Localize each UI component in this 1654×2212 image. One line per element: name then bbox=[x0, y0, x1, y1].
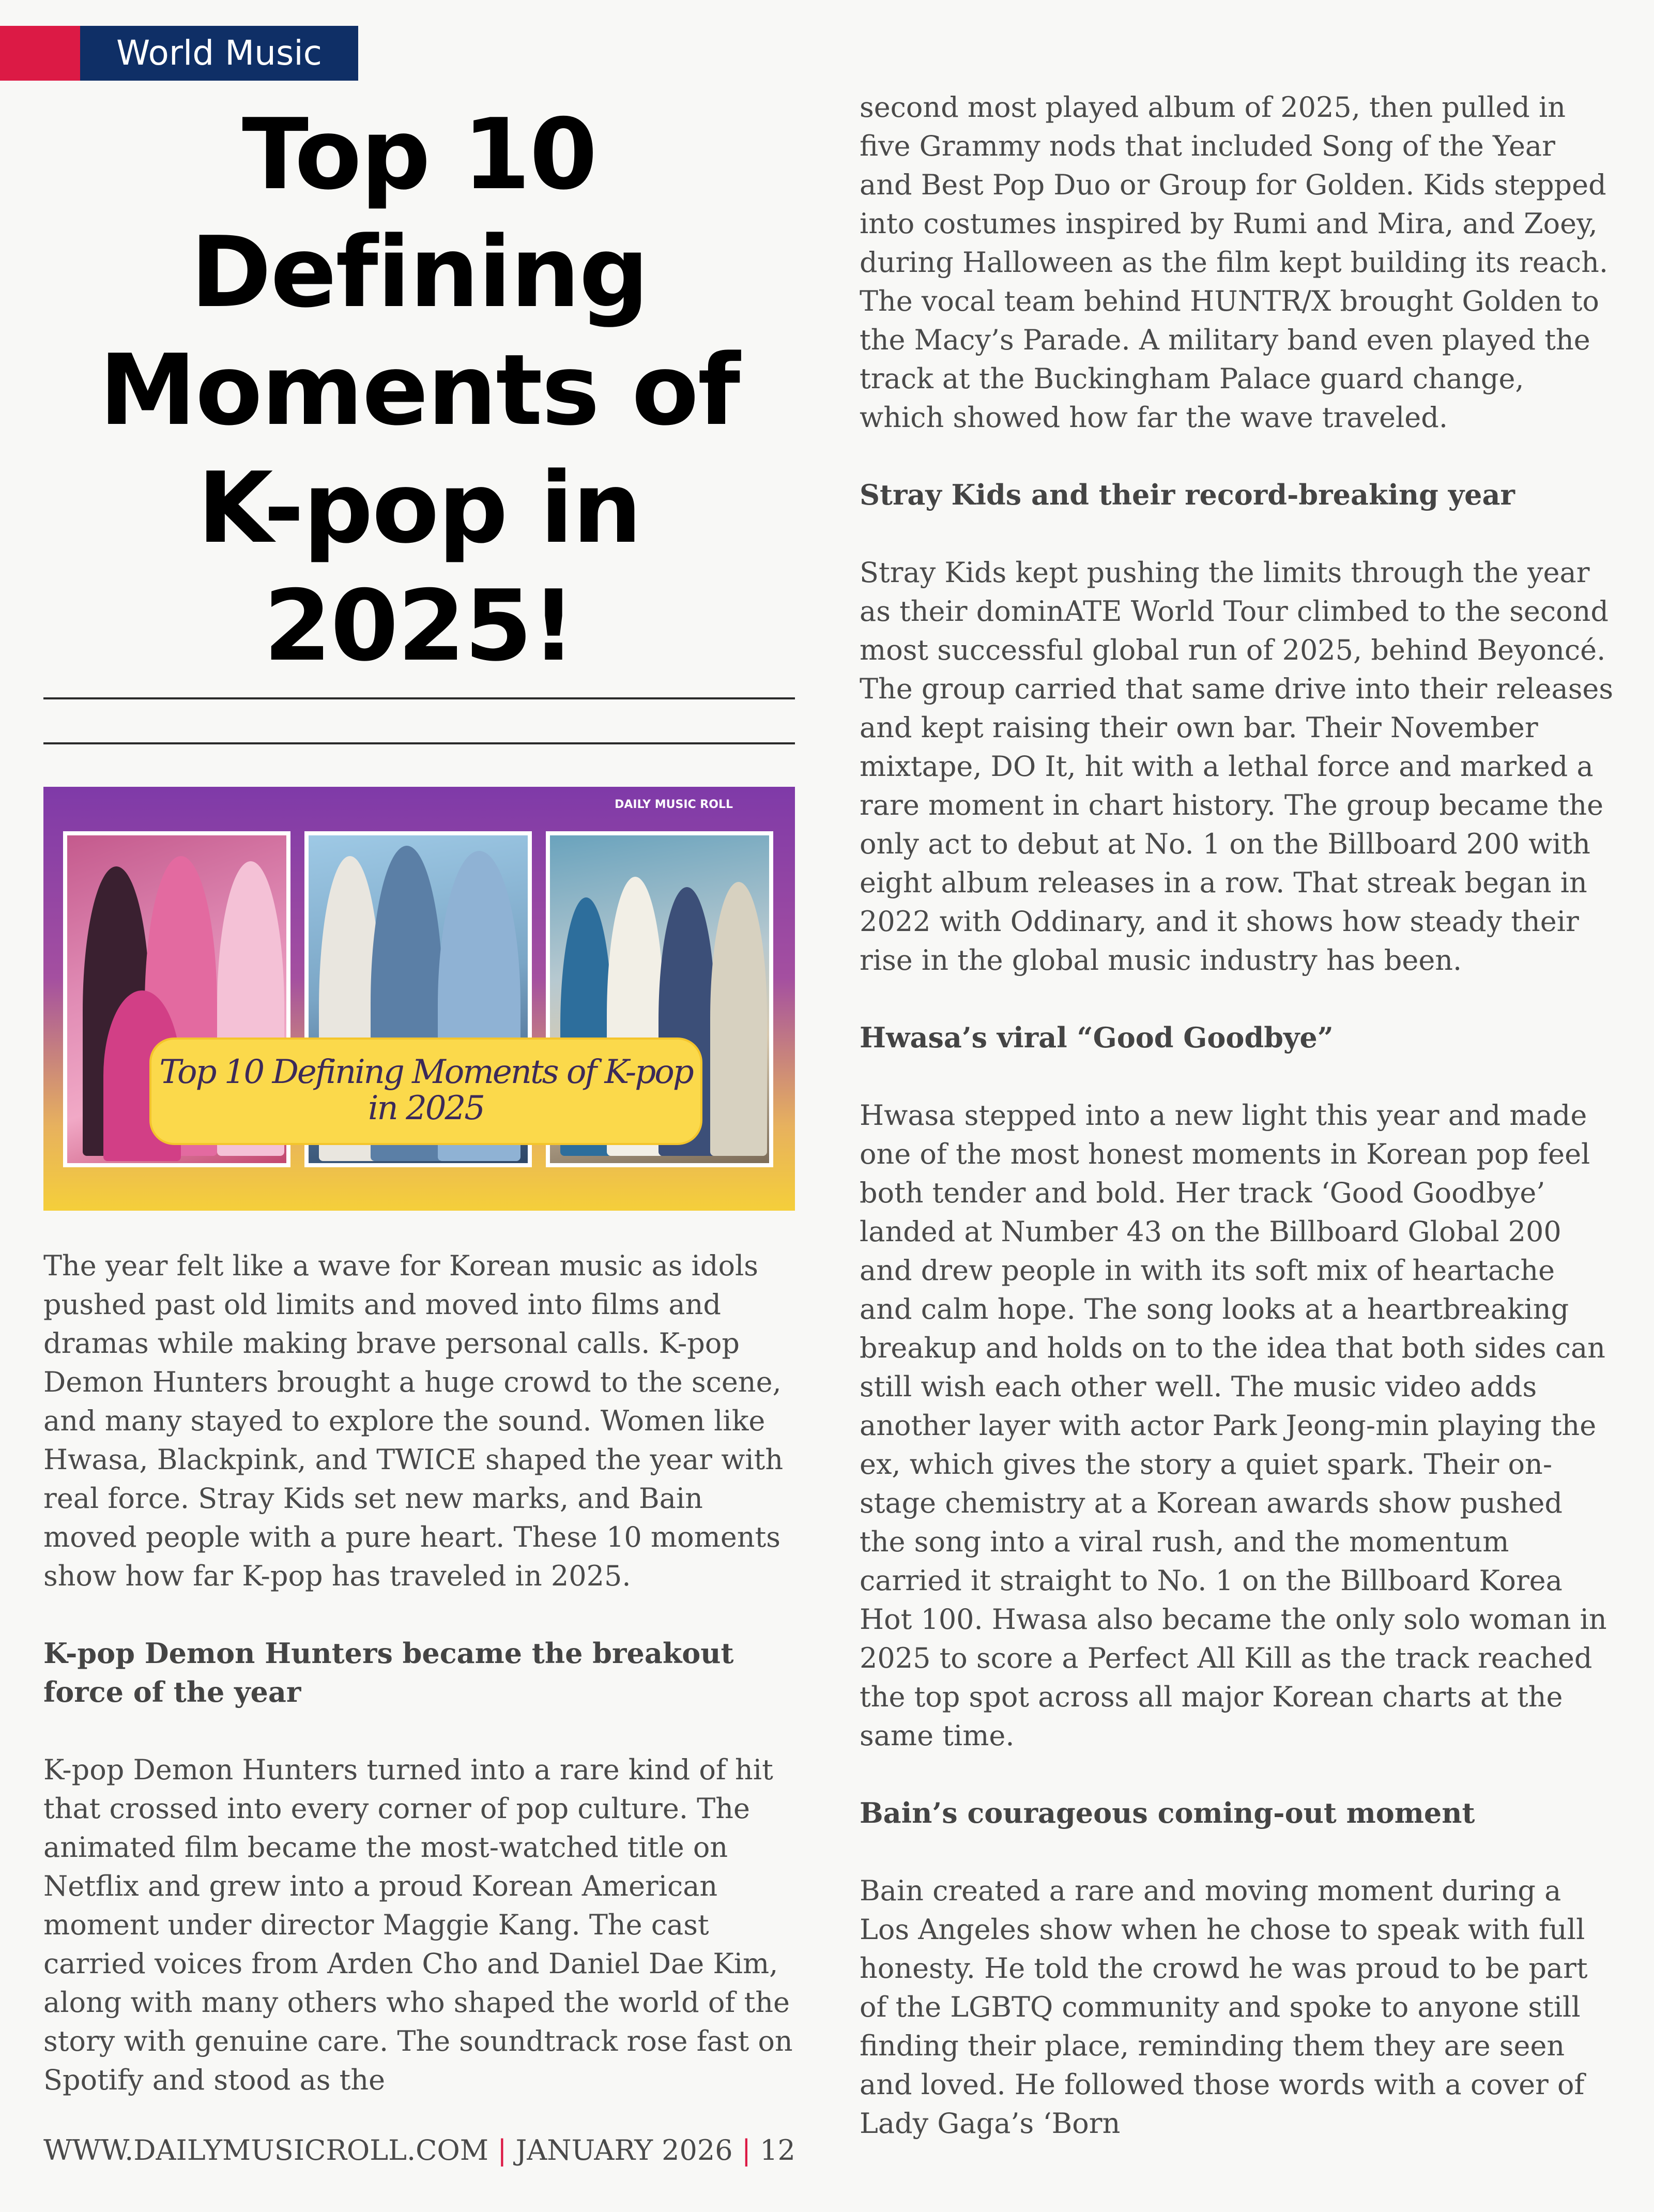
hero-image bbox=[43, 787, 795, 1211]
section-heading-hwasa: Hwasa’s viral “Good Goodbye” bbox=[860, 1021, 1334, 1054]
title-divider-bottom bbox=[43, 742, 795, 744]
body-paragraph-demon-hunters-cont: second most played album of 2025, then pulled in five Grammy nods that included Song of the Year and Best Pop Duo or Group for Golden. Kids stepped into costumes inspired by Rumi and Mira, and Zoey, during Halloween as the film kept building its reach. The vocal team behind HUNTR/X brought Golden to the Macy’s Parade. A military band even played the track at the Buckingham Palace guard change, which showed how far the wave traveled. bbox=[860, 91, 1609, 434]
page-number: 12 bbox=[760, 2134, 795, 2167]
footer-separator: | bbox=[497, 2134, 507, 2167]
section-heading-demon-hunters: K-pop Demon Hunters became the breakout force of the year bbox=[43, 1637, 734, 1708]
page-title: Top 10 Defining Moments of K-pop in 2025! bbox=[99, 98, 740, 683]
footer-separator: | bbox=[741, 2134, 751, 2167]
section-heading-stray-kids: Stray Kids and their record-breaking year bbox=[860, 478, 1515, 511]
body-paragraph-bain: Bain created a rare and moving moment during a Los Angeles show when he chose to speak with full honesty. He told the crowd he was proud to be part of the LGBTQ community and spoke to anyone still finding their place, reminding them they are seen and loved. He followed those words with a cover of Lady Gaga’s ‘Born bbox=[860, 1874, 1588, 2140]
body-paragraph-hwasa: Hwasa stepped into a new light this year and made one of the most honest moments in Korean pop feel both tender and bold. Her track ‘Good Goodbye’ landed at Number 43 on the Billboard Global 200 and drew people in with its soft mix of heartache and calm hope. The song looks at a heartbreaking breakup and holds on to the idea that both sides can still wish each other well. The music video adds another layer with actor Park Jeong-min playing the ex, which gives the story a quiet spark. Their on-stage chemistry at a Korean awards show pushed the song into a viral rush, and the momentum carried it straight to No. 1 on the Billboard Korea Hot 100. Hwasa also became the only solo woman in 2025 to score a Perfect All Kill as the track reached the top spot across all major Korean charts at the same time. bbox=[860, 1099, 1607, 1752]
footer-date: JANUARY 2026 bbox=[515, 2134, 733, 2167]
left-column bbox=[43, 1246, 803, 2138]
body-paragraph-stray-kids: Stray Kids kept pushing the limits through the year as their dominATE World Tour climbed to the second most successful global run of 2025, behind Beyoncé. The group carried that same drive into their releases and kept raising their own bar. Their November mixtape, DO It, hit with a lethal force and marked a rare moment in chart history. The group became the only act to debut at No. 1 on the Billboard 200 with eight album releases in a row. That streak began in 2022 with Oddinary, and it shows how steady their rise in the global music industry has been. bbox=[860, 556, 1614, 977]
section-heading-bain: Bain’s courageous coming-out moment bbox=[860, 1796, 1475, 1829]
intro-paragraph: The year felt like a wave for Korean music as idols pushed past old limits and moved into films and dramas while making brave personal calls. K-pop Demon Hunters brought a huge crowd to the scene, and many stayed to explore the sound. Women like Hwasa, Blackpink, and TWICE shaped the year with real force. Stray Kids set new marks, and Bain moved people with a pure heart. These 10 moments show how far K-pop has traveled in 2025. bbox=[43, 1249, 784, 1592]
section-tag-accent bbox=[0, 26, 80, 81]
footer-site-link[interactable]: WWW.DAILYMUSICROLL.COM bbox=[43, 2134, 489, 2167]
title-divider-top bbox=[43, 697, 795, 699]
body-paragraph-demon-hunters: K-pop Demon Hunters turned into a rare kind of hit that crossed into every corner of pop culture. The animated film became the most-watched title on Netflix and grew into a proud Korean American moment under director Maggie Kang. The cast carried voices from Arden Cho and Daniel Dae Kim, along with many others who shaped the world of the story with genuine care. The soundtrack rose fast on Spotify and stood as the bbox=[43, 1753, 793, 2096]
hero-logo: DAILY MUSIC ROLL bbox=[615, 798, 733, 811]
footer bbox=[43, 2131, 795, 2170]
right-column bbox=[860, 88, 1614, 2182]
hero-banner: Top 10 Defining Moments of K-pop in 2025 bbox=[149, 1038, 702, 1145]
section-tag: World Music bbox=[80, 26, 358, 81]
